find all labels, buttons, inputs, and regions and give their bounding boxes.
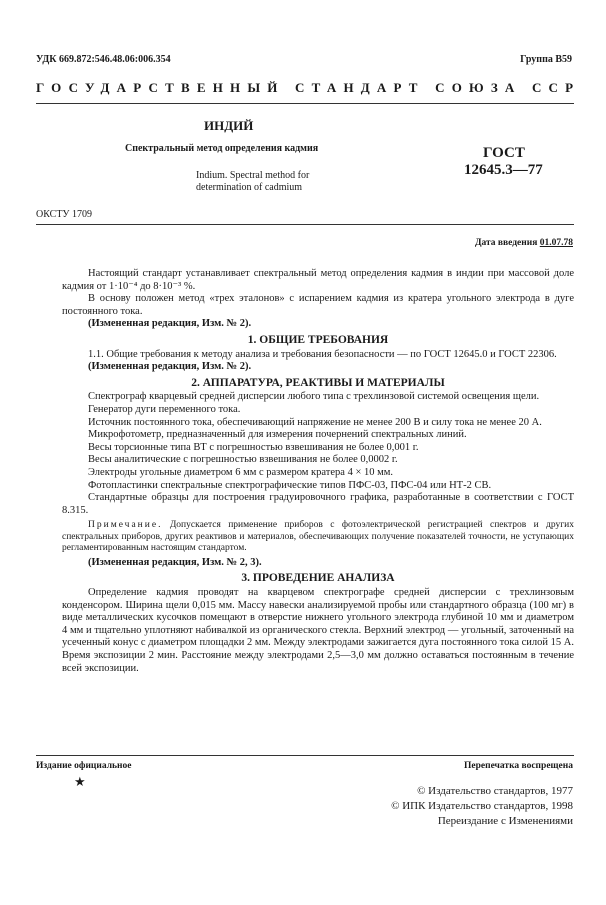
equipment-item: Весы аналитические с погрешностью взвешивания не более 0,0002 г. — [88, 454, 398, 466]
section-2-revision-note: (Измененная редакция, Изм. № 2, 3). — [88, 556, 262, 568]
gov-standard-banner: ГОСУДАРСТВЕННЫЙ СТАНДАРТ СОЮЗА ССР — [36, 80, 581, 95]
section-1-heading: 1. ОБЩИЕ ТРЕБОВАНИЯ — [247, 333, 389, 346]
intro-paragraph-1: Настоящий стандарт устанавливает спектральный метод определения кадмия в индии при массовой доле кадмия от 1·10⁻⁴ до 8·10⁻³ %. — [62, 268, 574, 292]
section-1-revision-note: (Измененная редакция, Изм. № 2). — [88, 361, 252, 373]
note-label: Примечание. — [88, 520, 163, 531]
equipment-item: Микрофотометр, предназначенный для измерения почернений спектральных линий. — [88, 429, 467, 441]
udk-code: УДК 669.872:546.48.06:006.354 — [36, 54, 171, 65]
official-edition-label: Издание официальное — [36, 761, 132, 771]
equipment-item: Электроды угольные диаметром 6 мм с размером кратера 4 × 10 мм. — [88, 466, 394, 478]
standard-subtitle: Спектральный метод определения кадмия — [125, 143, 319, 154]
equipment-item: Фотопластинки спектральные спектрографические типов ПФС-03, ПФС-04 или НТ-2 СВ. — [88, 479, 492, 491]
section-3-heading: 3. ПРОВЕДЕНИЕ АНАЛИЗА — [241, 572, 395, 585]
effective-date: 01.07.78 — [539, 238, 573, 248]
note-text: Допускается применение приборов с фотоэлектрической регистрацией спектров и других спектральных приборов, других реактивов и материалов, обеспечивающих получение показателей точности, не уступающих регламентированным настоящим стандартом. — [62, 520, 574, 554]
gost-label: ГОСТ — [483, 145, 525, 161]
standard-title: ИНДИЙ — [204, 118, 254, 133]
reprint-prohibited-label: Перепечатка воспрещена — [463, 761, 573, 771]
equipment-item: Генератор дуги переменного тока. — [88, 403, 241, 415]
gost-number: 12645.3—77 — [464, 162, 543, 178]
header-divider — [36, 103, 574, 104]
equipment-item: Источник постоянного тока, обеспечивающий напряжение не менее 200 В и силу тока не менее 20 А. — [88, 416, 542, 428]
intro-revision-note: (Измененная редакция, Изм. № 2). — [88, 318, 252, 330]
document-body — [62, 268, 574, 675]
footer-divider — [36, 755, 574, 756]
section-2-heading: 2. АППАРАТУРА, РЕАКТИВЫ И МАТЕРИАЛЫ — [191, 376, 445, 389]
group-code: Группа В59 — [520, 54, 572, 65]
okstu-divider — [36, 224, 574, 225]
equipment-item: Спектрограф кварцевый средней дисперсии любого типа с трехлинзовой системой освещения щели. — [88, 391, 540, 403]
copyright-1998: © ИПК Издательство стандартов, 1998 — [391, 800, 573, 812]
equipment-item: Весы торсионные типа ВТ с погрешностью взвешивания не более 0,001 г. — [88, 441, 419, 453]
effective-date-label: Дата введения — [474, 238, 540, 248]
reissue-note: Переиздание с Изменениями — [437, 815, 573, 827]
effective-date-line — [475, 238, 573, 248]
copyright-1977: © Издательство стандартов, 1977 — [417, 785, 573, 797]
section-1-paragraph: 1.1. Общие требования к методу анализа и требования безопасности — по ГОСТ 12645.0 и ГОСТ 22306. — [88, 348, 557, 360]
star-icon: ★ — [74, 774, 86, 789]
section-2-note — [62, 520, 574, 555]
english-title: Indium. Spectral method for determination of cadmium — [196, 170, 310, 193]
okstu-code: ОКСТУ 1709 — [36, 209, 93, 220]
equipment-item: Стандартные образцы для построения градуировочного графика, разработанные в соответствии с ГОСТ 8.315. — [62, 492, 574, 516]
section-3-paragraph: Определение кадмия проводят на кварцевом спектрографе средней дисперсии с трехлинзовым конденсором. Ширина щели 0,015 мм. Массу навески анализируемой пробы или стандартного образца (100 мг) в виде металлических кусочков помещают в отверстие нижнего угольного электрода глубиной 10 мм и диаметром 4 мм и тщательно уплотняют набивалкой из органического стекла. Верхний электрод — угольный, заточенный на усеченный конус с диаметром площадки 2 мм. Между электродами зажигается дуга постоянного тока силой 15 А. Время экспозиции 2 мин. Расстояние между электродами 2,5—3,0 мм должно оставаться постоянным в течение всей экспозиции. — [62, 586, 574, 674]
intro-paragraph-2: В основу положен метод «трех эталонов» с испарением кадмия из кратера угольного электрода в дуге постоянного тока. — [62, 293, 574, 317]
